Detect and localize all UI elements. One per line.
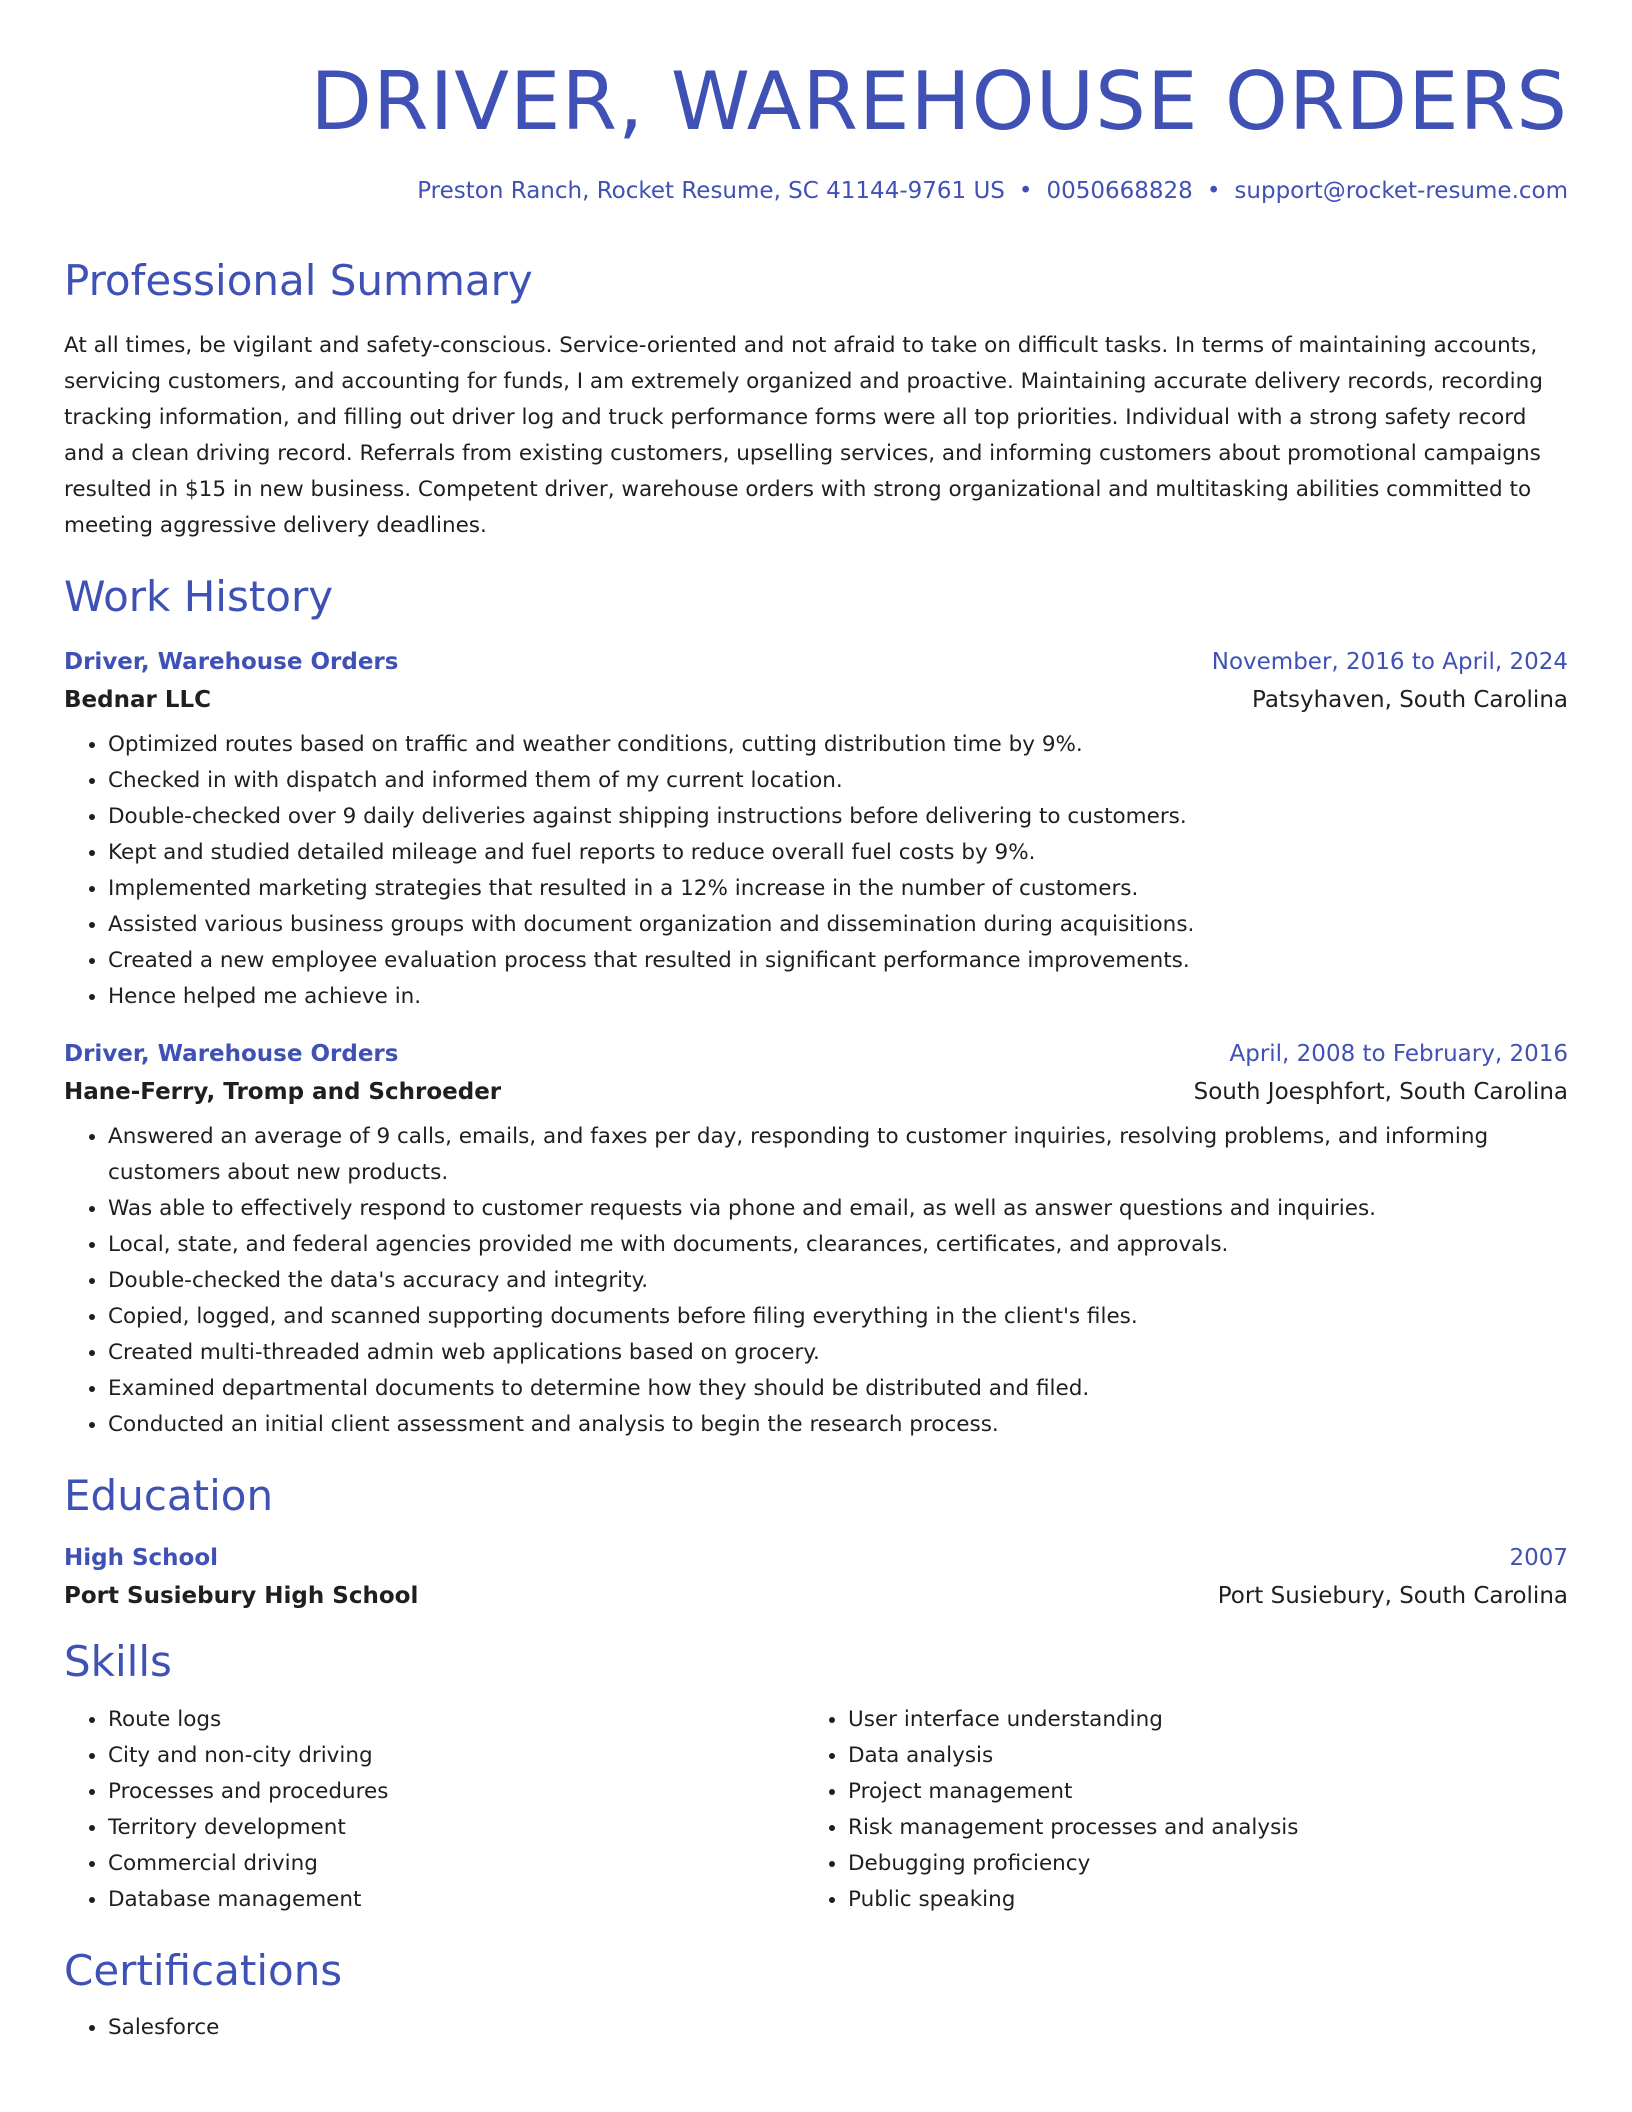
job-location: South Joesphfort, South Carolina	[1193, 1078, 1568, 1105]
job-entry	[64, 1041, 1568, 1443]
job-location: Patsyhaven, South Carolina	[1252, 686, 1568, 713]
job-bullet: • Optimized routes based on traffic and weather conditions, cutting distribution time by 9%.	[108, 727, 1568, 763]
skill-item: • Commercial driving	[108, 1846, 804, 1882]
education-degree-row	[64, 1545, 1568, 1571]
summary-heading: Professional Summary	[64, 256, 533, 305]
contact-separator: •	[1206, 178, 1221, 204]
job-bullet: • Implemented marketing strategies that resulted in a 12% increase in the number of customers.	[108, 871, 1568, 907]
skill-item: • Public speaking	[848, 1882, 1568, 1918]
skill-item: • Project management	[848, 1774, 1568, 1810]
job-bullet: • Conducted an initial client assessment and analysis to begin the research process.	[108, 1407, 1568, 1443]
job-bullet: • Copied, logged, and scanned supporting documents before filing everything in the client's files.	[108, 1299, 1568, 1335]
contact-email[interactable]: support@rocket-resume.com	[1234, 178, 1568, 204]
skill-item: • User interface understanding	[848, 1702, 1568, 1738]
skills-list	[64, 1702, 1568, 1918]
job-bullet: • Examined departmental documents to determine how they should be distributed and filed.	[108, 1371, 1568, 1407]
education-location: Port Susiebury, South Carolina	[1217, 1583, 1568, 1610]
job-bullet: • Checked in with dispatch and informed them of my current location.	[108, 763, 1568, 799]
contact-phone: 0050668828	[1046, 178, 1193, 204]
job-bullet: • Hence helped me achieve in.	[108, 979, 1568, 1015]
job-company: Bednar LLC	[64, 686, 212, 713]
job-title-row	[64, 649, 1568, 675]
education-school: Port Susiebury High School	[64, 1583, 419, 1610]
job-bullets	[64, 1119, 1568, 1443]
job-bullet: • Double-checked over 9 daily deliveries against shipping instructions before delivering to customers.	[108, 799, 1568, 835]
job-entry	[64, 649, 1568, 1015]
job-title-row	[64, 1041, 1568, 1067]
education-school-row	[64, 1583, 1568, 1609]
job-bullet: • Was able to effectively respond to customer requests via phone and email, as well as answer questions and inquiries.	[108, 1191, 1568, 1227]
job-title: Driver, Warehouse Orders	[64, 1040, 399, 1067]
job-bullet: • Local, state, and federal agencies provided me with documents, clearances, certificates, and approvals.	[108, 1227, 1568, 1263]
job-bullet: • Created multi-threaded admin web applications based on grocery.	[108, 1335, 1568, 1371]
skill-item: • Risk management processes and analysis	[848, 1810, 1568, 1846]
skills-column-right	[804, 1702, 1568, 1918]
certifications-heading: Certifications	[64, 1945, 343, 1995]
job-dates: November, 2016 to April, 2024	[1211, 648, 1568, 675]
job-company-row	[64, 687, 1568, 713]
certification-item: • Salesforce	[108, 2010, 1568, 2046]
skill-item: • Database management	[108, 1882, 804, 1918]
certifications-list	[64, 2010, 1568, 2046]
job-bullets	[64, 727, 1568, 1015]
summary-text: At all times, be vigilant and safety-conscious. Service-oriented and not afraid to take on difficult tasks. In terms of maintaining accounts, servicing customers, and accounting for funds, I am extremely organized and proactive. Maintaining accurate delivery records, recording tracking information, and filling out driver log and truck performance forms were all top priorities. Individual with a strong safety record and a clean driving record. Referrals from existing customers, upselling services, and informing customers about promotional campaigns resulted in $15 in new business. Competent driver, warehouse orders with strong organizational and multitasking abilities committed to meeting aggressive delivery deadlines.	[64, 333, 1543, 539]
contact-line	[64, 178, 1568, 204]
job-company-row	[64, 1079, 1568, 1105]
education-year: 2007	[1509, 1545, 1568, 1572]
contact-separator: •	[1018, 178, 1033, 204]
job-bullet: • Assisted various business groups with document organization and dissemination during acquisitions.	[108, 907, 1568, 943]
work-history-heading: Work History	[64, 572, 334, 622]
candidate-name: DRIVER, WAREHOUSE ORDERS	[310, 55, 1568, 148]
job-dates: April, 2008 to February, 2016	[1229, 1040, 1568, 1067]
job-bullet: • Created a new employee evaluation process that resulted in significant performance improvements.	[108, 943, 1568, 979]
skill-item: • Processes and procedures	[108, 1774, 804, 1810]
skill-item: • Data analysis	[848, 1738, 1568, 1774]
contact-address: Preston Ranch, Rocket Resume, SC 41144-9761 US	[417, 178, 1005, 204]
job-bullet: • Double-checked the data's accuracy and integrity.	[108, 1263, 1568, 1299]
skills-column-left	[64, 1702, 804, 1918]
skill-item: • Route logs	[108, 1702, 804, 1738]
education-heading: Education	[64, 1470, 274, 1520]
skill-item: • Territory development	[108, 1810, 804, 1846]
job-bullet: • Answered an average of 9 calls, emails, and faxes per day, responding to customer inquiries, resolving problems, and informing customers about new products.	[108, 1119, 1568, 1191]
education-degree: High School	[64, 1545, 219, 1572]
skill-item: • Debugging proficiency	[848, 1846, 1568, 1882]
education-entry	[64, 1545, 1568, 1609]
skill-item: • City and non-city driving	[108, 1738, 804, 1774]
job-bullet: • Kept and studied detailed mileage and fuel reports to reduce overall fuel costs by 9%.	[108, 835, 1568, 871]
job-title: Driver, Warehouse Orders	[64, 648, 399, 675]
skills-heading: Skills	[64, 1637, 172, 1687]
job-company: Hane-Ferry, Tromp and Schroeder	[64, 1078, 502, 1105]
